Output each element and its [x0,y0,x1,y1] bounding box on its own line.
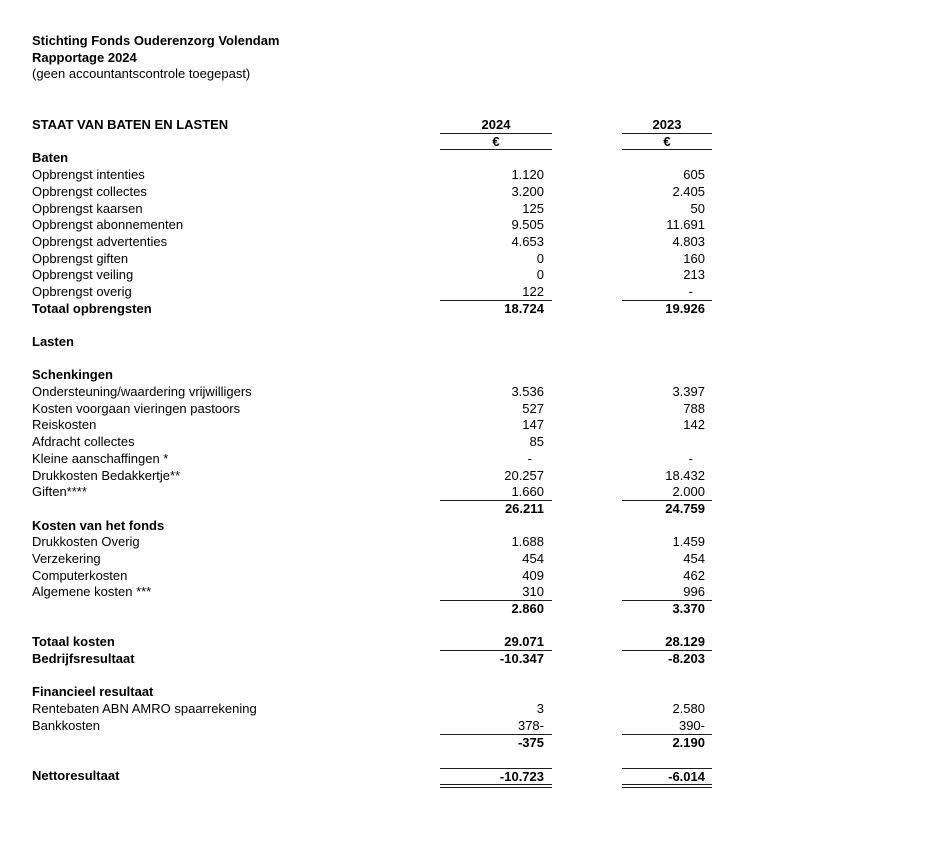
statement-row [32,284,952,301]
value-2023: 1.459 [672,534,705,550]
column-gap [552,701,622,718]
column-gap [552,117,622,134]
row-label: Ondersteuning/waardering vrijwilligers [32,384,252,400]
statement-row [32,417,952,434]
value-2023: 213 [683,267,705,283]
value-2023 [622,334,712,351]
statement-row [32,684,952,701]
row-label: Kosten van het fonds [32,517,165,533]
value-2023: 2.405 [672,183,705,199]
column-gap [552,167,622,184]
statement-row [32,634,952,651]
value-2023: 50 [690,200,705,216]
column-gap [552,501,622,518]
value-2024: 20.257 [504,467,544,483]
statement-row [32,534,952,551]
value-2024: -10.347 [499,651,544,667]
statement-row [32,150,952,167]
row-label: Afdracht collectes [32,434,135,450]
spacer-row [32,317,952,334]
value-2023: 142 [683,417,705,433]
statement-row [32,501,952,518]
statement-row [32,401,952,418]
column-gap [552,384,622,401]
statement-row [32,651,952,668]
column-gap [552,534,622,551]
spacer-row [32,618,952,635]
row-label: Schenkingen [32,367,113,383]
column-gap [552,417,622,434]
value-2024 [440,684,552,701]
row-label: Bankkosten [32,717,100,733]
column-gap [552,367,622,384]
row-label: Opbrengst veiling [32,267,134,283]
column-gap [552,150,622,167]
row-label: Opbrengst collectes [32,183,147,199]
value-2023: 11.691 [666,217,705,233]
column-gap [552,735,622,752]
row-label: Totaal kosten [32,634,115,650]
value-2024: 3.536 [511,384,544,400]
value-2024: 378- [440,718,552,735]
value-2024: 18.724 [504,300,544,316]
spacer-row [32,351,952,368]
value-2024: 3.200 [511,183,544,199]
column-gap [552,217,622,234]
statement-row [32,601,952,618]
row-label: Opbrengst giften [32,250,129,266]
column-gap [552,651,622,668]
value-2024 [440,367,552,384]
value-2024: 122 [440,284,552,301]
statement-row [32,551,952,568]
value-2024: -10.723 [440,768,552,785]
row-label [32,501,440,518]
value-2023 [622,150,712,167]
row-label: Giften**** [32,484,87,500]
statement-table [32,117,952,785]
row-label: Drukkosten Overig [32,534,140,550]
document-note: (geen accountantscontrole toegepast) [32,66,251,82]
value-2023: 454 [683,550,705,566]
value-2024: 9.505 [511,217,544,233]
value-2024 [440,150,552,167]
row-label: Opbrengst advertenties [32,233,168,249]
statement-rows [32,150,952,784]
spacer-row [32,668,952,685]
column-gap [552,251,622,268]
column-header-2024: 2024 [440,117,552,134]
column-gap [552,684,622,701]
value-2023: - [622,284,712,301]
row-label: Kosten voorgaan vieringen pastoors [32,400,241,416]
value-2024: 527 [522,400,544,416]
spacer-row [32,751,952,768]
value-2024 [440,334,552,351]
value-2024: 1.120 [511,167,544,183]
statement-row [32,568,952,585]
statement-header-row [32,117,952,134]
statement-row [32,234,952,251]
row-label: Verzekering [32,550,101,566]
statement-row [32,334,952,351]
value-2024: 26.211 [504,500,544,516]
statement-row [32,384,952,401]
row-label: Financieel resultaat [32,684,154,700]
value-2023 [622,684,712,701]
value-2024: 4.653 [511,233,544,249]
statement-row [32,768,952,785]
value-2024: 29.071 [440,634,552,651]
value-2024: 454 [522,550,544,566]
value-2024: - [527,450,532,466]
currency-symbol-2024: € [440,134,552,151]
row-label: Opbrengst overig [32,283,132,299]
statement-row [32,735,952,752]
document-header [32,33,952,83]
value-2024: 3 [536,701,544,717]
column-header-2023: 2023 [622,117,712,134]
value-2023: - [688,450,693,466]
value-2023: 160 [683,250,705,266]
value-2023 [622,434,712,451]
value-2023: 19.926 [665,300,705,316]
value-2023: 605 [683,167,705,183]
value-2023: -6.014 [622,768,712,785]
value-2023: 2.190 [672,734,705,750]
currency-header-row [32,134,952,151]
empty-label [32,134,440,151]
value-2023: 390- [622,718,712,735]
statement-row [32,184,952,201]
column-gap [552,718,622,735]
value-2023: 18.432 [665,467,705,483]
column-gap [552,568,622,585]
statement-row [32,718,952,735]
column-gap [552,134,622,151]
row-label: Opbrengst intenties [32,167,145,183]
column-gap [552,284,622,301]
row-label: Nettoresultaat [32,767,120,783]
column-gap [552,468,622,485]
row-label [32,735,440,752]
row-label: Computerkosten [32,567,128,583]
row-label: Drukkosten Bedakkertje** [32,467,181,483]
row-label: Bedrijfsresultaat [32,651,135,667]
value-2023: -8.203 [668,651,705,667]
statement-row [32,167,952,184]
value-2023: 3.397 [672,384,705,400]
statement-row [32,518,952,535]
statement-row [32,484,952,501]
column-gap [552,334,622,351]
value-2024: 409 [522,567,544,583]
row-label: Opbrengst kaarsen [32,200,143,216]
column-gap [552,601,622,618]
column-gap [552,451,622,468]
value-2023: 3.370 [672,601,705,616]
column-gap [552,634,622,651]
row-label: Baten [32,150,69,166]
column-gap [552,401,622,418]
currency-symbol-2023: € [622,134,712,151]
document-title: Stichting Fonds Ouderenzorg Volendam [32,33,280,48]
row-label: Lasten [32,334,74,349]
column-gap [552,551,622,568]
row-label: Kleine aanschaffingen * [32,450,169,466]
value-2024: 147 [522,417,544,433]
column-gap [552,184,622,201]
row-label: Totaal opbrengsten [32,300,152,316]
value-2023 [622,367,712,384]
value-2024: 1.660 [440,484,552,501]
statement-row [32,434,952,451]
value-2023: 2.000 [622,484,712,501]
statement-row [32,267,952,284]
value-2024: 1.688 [511,534,544,550]
value-2024: 125 [522,200,544,216]
column-gap [552,201,622,218]
row-label: Algemene kosten *** [32,584,152,600]
value-2024: 85 [529,434,544,450]
column-gap [552,518,622,535]
value-2024: 310 [440,584,552,601]
document-subtitle: Rapportage 2024 [32,49,137,65]
row-label: Reiskosten [32,417,97,433]
column-gap [552,584,622,601]
column-gap [552,234,622,251]
value-2023: 788 [683,400,705,416]
value-2023 [622,518,712,535]
statement-row [32,584,952,601]
statement-row [32,201,952,218]
value-2023: 4.803 [672,233,705,249]
statement-row [32,451,952,468]
value-2024: 0 [536,250,544,266]
value-2023: 24.759 [665,500,705,516]
column-gap [552,301,622,318]
column-gap [552,434,622,451]
row-label: Opbrengst abonnementen [32,217,184,233]
value-2023: 462 [683,567,705,583]
row-label: Rentebaten ABN AMRO spaarrekening [32,701,257,717]
value-2024 [440,518,552,535]
column-gap [552,768,622,785]
row-label [32,601,440,618]
column-gap [552,267,622,284]
column-gap [552,484,622,501]
statement-row [32,367,952,384]
value-2023: 2.580 [672,701,705,717]
value-2024: -375 [517,734,544,750]
statement-row [32,251,952,268]
statement-row [32,217,952,234]
value-2024: 0 [536,267,544,283]
value-2023: 28.129 [622,634,712,651]
statement-row [32,468,952,485]
statement-row [32,701,952,718]
statement-row [32,301,952,318]
value-2023: 996 [622,584,712,601]
statement-heading: STAAT VAN BATEN EN LASTEN [32,117,229,133]
value-2024: 2.860 [511,601,544,616]
